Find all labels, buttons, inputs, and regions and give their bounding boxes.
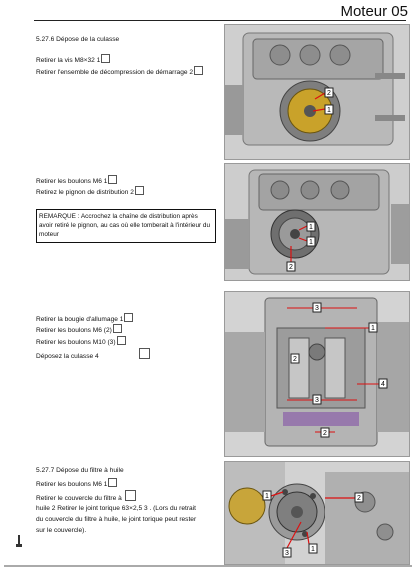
ref-box xyxy=(135,186,144,195)
section-heading-culasse: 5.27.6 Dépose de la culasse xyxy=(36,36,120,43)
step-label: Retirer l'ensemble de décompression de démarrage 2 xyxy=(36,69,194,76)
callout-number: 3 xyxy=(315,397,319,404)
photo-cylinder-head-removal xyxy=(224,291,410,457)
step-label: Retirer le couvercle du filtre à xyxy=(36,495,122,502)
callout-number: 1 xyxy=(311,546,315,553)
step-text xyxy=(36,490,136,503)
step-label: Retirer les boulons M6 1 xyxy=(36,178,108,185)
callout-number: 1 xyxy=(265,493,269,500)
step-text xyxy=(36,186,144,197)
remark-box: REMARQUE : Accrochez la chaîne de distribution après avoir retiré le pignon, au cas où elle tomberait à l'intérieur du moteur xyxy=(36,209,216,243)
ref-box xyxy=(194,66,203,75)
callout-number: 2 xyxy=(357,495,361,502)
step-label: sur le couvercle). xyxy=(36,527,87,534)
step-text xyxy=(36,324,122,335)
photo-timing-sprocket xyxy=(224,163,410,281)
callout-number: 1 xyxy=(309,224,313,231)
step-label: Retirer les boulons M6 1 xyxy=(36,481,108,488)
ref-box xyxy=(139,348,150,359)
photo-cylinder-head-decompression xyxy=(224,24,410,160)
step-text xyxy=(36,336,126,347)
step-text xyxy=(36,348,150,361)
ref-box xyxy=(113,324,122,333)
callout-number: 3 xyxy=(315,305,319,312)
callout-number: 4 xyxy=(381,381,385,388)
step-text xyxy=(36,66,203,77)
step-label: du couvercle du filtre à huile, le joint torique peut rester xyxy=(36,516,197,523)
step-label: Retirer les boulons M6 (2) xyxy=(36,327,112,334)
ref-box xyxy=(124,313,133,322)
step-text xyxy=(36,313,133,324)
callout-number: 3 xyxy=(285,550,289,557)
ref-box xyxy=(101,54,110,63)
step-text xyxy=(36,526,86,535)
ref-box xyxy=(108,478,117,487)
step-label: Retirer les boulons M10 (3) xyxy=(36,339,116,346)
step-text xyxy=(36,175,117,186)
step-text xyxy=(36,54,110,65)
photo-oil-filter-cover xyxy=(224,461,410,565)
callout-number: 1 xyxy=(371,325,375,332)
callout-number: 2 xyxy=(323,430,327,437)
step-text xyxy=(36,478,117,489)
footer-rule xyxy=(4,565,412,567)
page-title: Moteur 05 xyxy=(340,3,408,20)
callout-number: 2 xyxy=(327,90,331,97)
header-rule xyxy=(34,20,406,21)
callout-number: 2 xyxy=(289,264,293,271)
margin-mark xyxy=(16,544,22,547)
step-label: Déposez la culasse 4 xyxy=(36,353,99,360)
step-text xyxy=(36,504,196,513)
step-label: Retirez le pignon de distribution 2 xyxy=(36,189,134,196)
ref-box xyxy=(117,336,126,345)
section-heading-filtre: 5.27.7 Dépose du filtre à huile xyxy=(36,467,124,474)
callout-number: 1 xyxy=(327,107,331,114)
step-label: Retirer la bougie d'allumage 1 xyxy=(36,316,124,323)
callout-number: 1 xyxy=(309,239,313,246)
step-label: huile 2 Retirer le joint torique 63×2,5 3 . (Lors du retrait xyxy=(36,505,196,512)
ref-box xyxy=(108,175,117,184)
step-label: Retirer la vis M8×32 1 xyxy=(36,57,101,64)
ref-box xyxy=(125,490,136,501)
callout-number: 2 xyxy=(293,356,297,363)
step-text xyxy=(36,515,196,524)
